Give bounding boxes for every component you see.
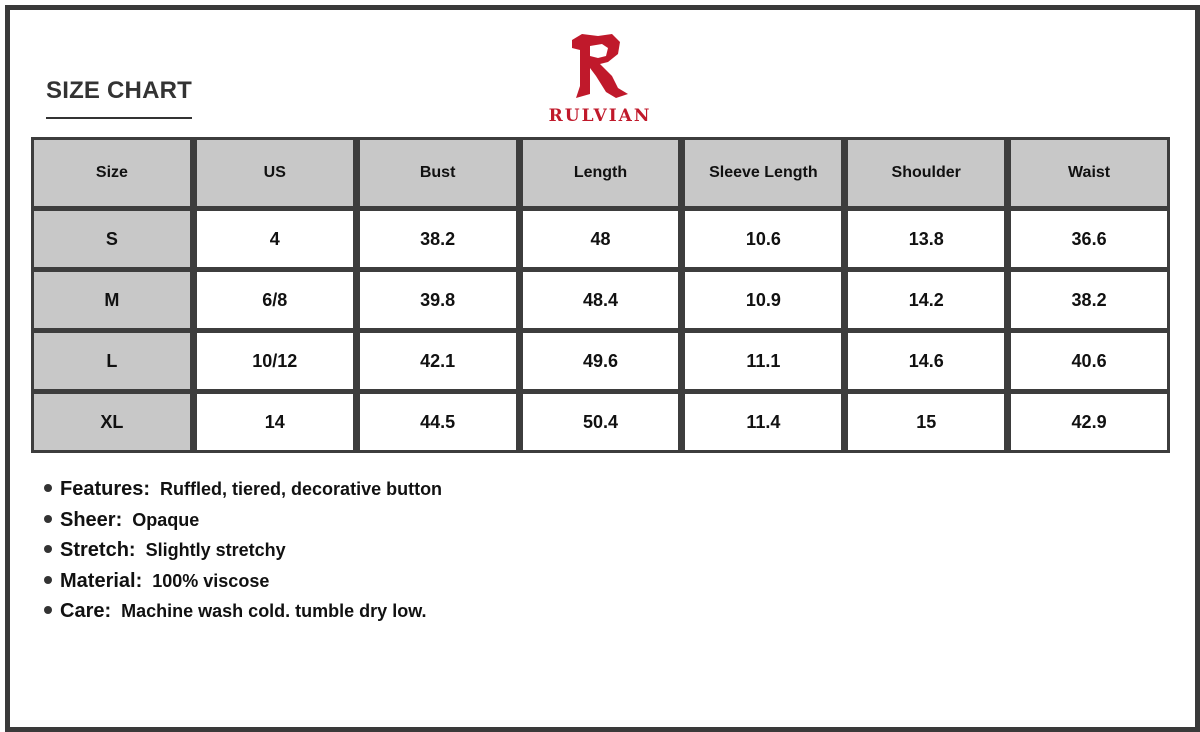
table-header-cell: Waist [1011,140,1167,206]
table-cell: 42.9 [1011,394,1167,450]
row-size-label: M [34,272,190,328]
feature-value: 100% viscose [152,570,270,591]
table-cell: 4 [197,211,353,267]
table-cell: 11.1 [685,333,841,389]
table-cell: 38.2 [360,211,516,267]
bullet-icon [44,515,52,523]
table-cell: 50.4 [523,394,679,450]
feature-label: Stretch: [60,539,136,561]
bullet-icon [44,545,52,553]
table-cell: 40.6 [1011,333,1167,389]
feature-label: Sheer: [60,508,123,531]
row-size-label: XL [34,394,190,450]
bullet-icon [44,484,52,492]
table-header-cell: US [197,140,353,206]
feature-value: Opaque [132,509,200,530]
feature-value: Slightly stretchy [145,540,286,560]
feature-list [44,478,744,631]
table-cell: 14.6 [848,333,1004,389]
table-cell: 48.4 [523,272,679,328]
table-cell: 48 [523,211,679,267]
title-underline [46,117,192,119]
feature-item [44,539,744,570]
brand-name: RULVIAN [548,106,652,126]
table-cell: 6/8 [197,272,353,328]
brand-r-logo-icon [568,32,630,100]
bullet-icon [44,606,52,614]
table-cell: 10.9 [685,272,841,328]
feature-value: Ruffled, tiered, decorative button [160,479,443,499]
feature-label: Material: [60,569,143,592]
table-cell: 10.6 [685,211,841,267]
table-cell: 11.4 [685,394,841,450]
table-cell: 42.1 [360,333,516,389]
size-table [31,137,1170,453]
table-cell: 14 [197,394,353,450]
table-cell: 39.8 [360,272,516,328]
row-size-label: S [34,211,190,267]
bullet-icon [44,576,52,584]
feature-item [44,478,744,509]
table-cell: 15 [848,394,1004,450]
table-cell: 10/12 [197,333,353,389]
feature-item [44,570,744,601]
table-cell: 13.8 [848,211,1004,267]
table-header-cell: Length [523,140,679,206]
feature-label: Care: [60,600,112,622]
row-size-label: L [34,333,190,389]
brand-logo [538,30,662,126]
page-title: SIZE CHART [46,77,192,104]
table-cell: 14.2 [848,272,1004,328]
table-cell: 38.2 [1011,272,1167,328]
table-header-cell: Shoulder [848,140,1004,206]
table-header-cell: Bust [360,140,516,206]
table-header-cell: Size [34,140,190,206]
feature-item [44,600,744,631]
table-cell: 44.5 [360,394,516,450]
table-cell: 36.6 [1011,211,1167,267]
feature-label: Features: [60,478,151,500]
table-header-cell: Sleeve Length [685,140,841,206]
table-cell: 49.6 [523,333,679,389]
feature-item [44,509,744,540]
feature-value: Machine wash cold. tumble dry low. [121,601,427,621]
